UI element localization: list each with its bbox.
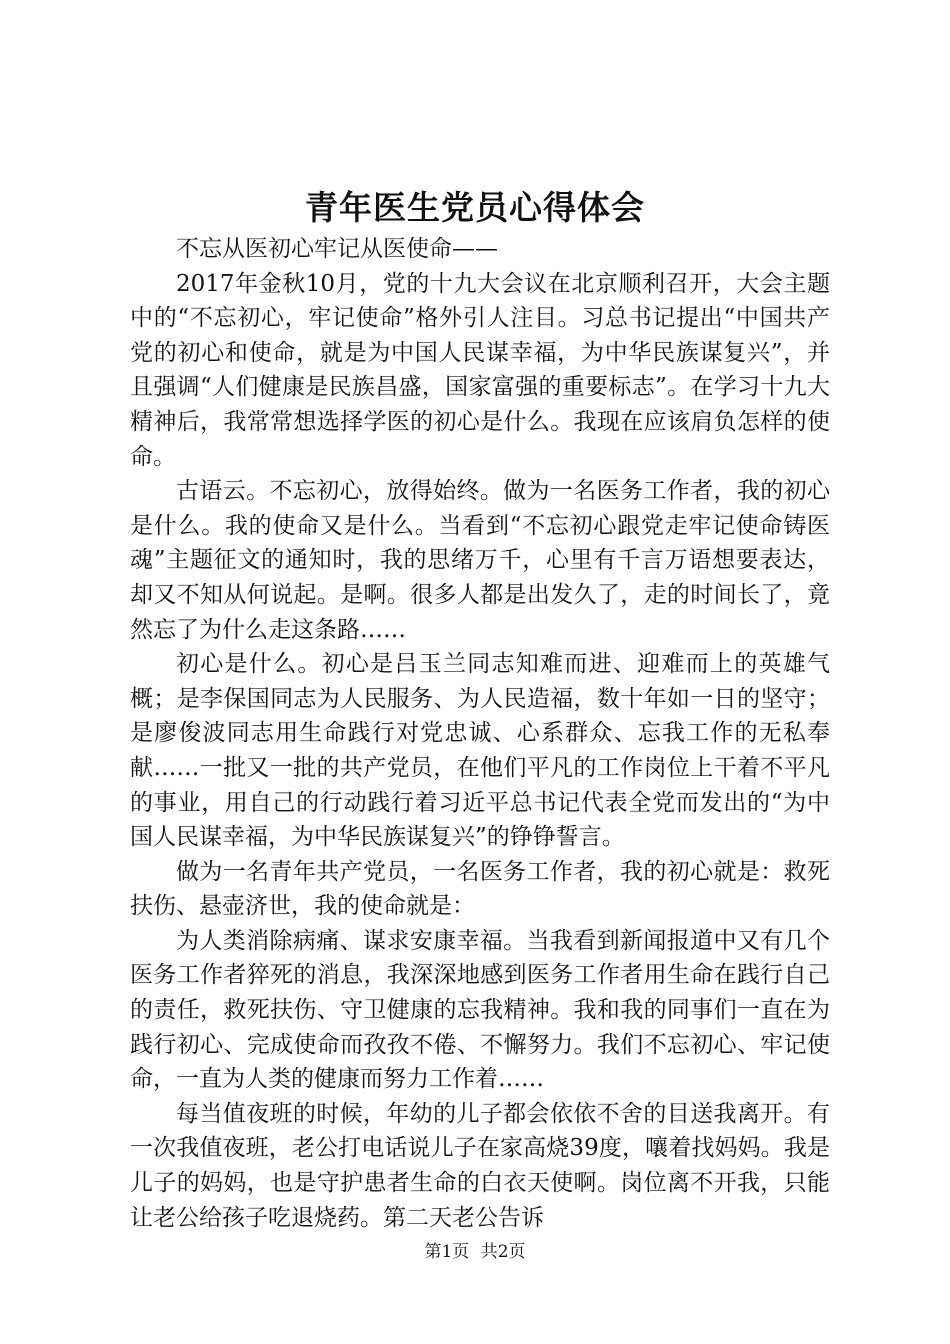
paragraph: 初心是什么。初心是吕玉兰同志知难而进、迎难而上的英雄气概；是李保国同志为人民服务、为人民造福，数十年如一日的坚守；是廖俊波同志用生命践行对党忠诚、心系群众、忘我工作的无私奉献……一批又一批的共产党员，在他们平凡的工作岗位上干着不平凡的事业，用自己的行动践行着习近平总书记代表全党而发出的“为中国人民谋幸福，为中华民族谋复兴”的铮铮誓言。 <box>130 651 830 851</box>
paragraph: 2017年金秋10月，党的十九大会议在北京顺利召开，大会主题中的“不忘初心，牢记使命”格外引人注目。习总书记提出“中国共产党的初心和使命，就是为中国人民谋幸福，为中华民族谋复兴”，并且强调“人们健康是民族昌盛，国家富强的重要标志”。在学习十九大精神后，我常常想选择学医的初心是什么。我现在应该肩负怎样的使命。 <box>130 270 830 470</box>
page-footer: 第1页 共2页 <box>424 1242 526 1262</box>
paragraph: 做为一名青年共产党员，一名医务工作者，我的初心就是：救死扶伤、悬壶济世，我的使命就是： <box>130 858 830 920</box>
paragraph: 为人类消除病痛、谋求安康幸福。当我看到新闻报道中又有几个医务工作者猝死的消息，我深深地感到医务工作者用生命在践行自己的责任，救死扶伤、守卫健康的忘我精神。我和我的同事们一直在为践行初心、完成使命而孜孜不倦、不懈努力。我们不忘初心、牢记使命，一直为人类的健康而努力工作着…… <box>130 927 830 1093</box>
paragraph: 古语云。不忘初心，放得始终。做为一名医务工作者，我的初心是什么。我的使命又是什么。当看到“不忘初心跟党走牢记使命铸医魂”主题征文的通知时，我的思绪万千，心里有千言万语想要表达，却又不知从何说起。是啊。很多人都是出发久了，走的时间长了，竟然忘了为什么走这条路…… <box>130 478 830 643</box>
document-body <box>130 232 830 1235</box>
paragraph-subtitle: 不忘从医初心牢记从医使命—— <box>176 236 498 262</box>
document-title: 青年医生党员心得体会 <box>305 188 645 227</box>
paragraph: 每当值夜班的时候，年幼的儿子都会依依不舍的目送我离开。有一次我值夜班，老公打电话说儿子在家高烧39度，嚷着找妈妈。我是儿子的妈妈，也是守护患者生命的白衣天使啊。岗位离不开我，只能让老公给孩子吃退烧药。第二天老公告诉 <box>130 1100 830 1231</box>
